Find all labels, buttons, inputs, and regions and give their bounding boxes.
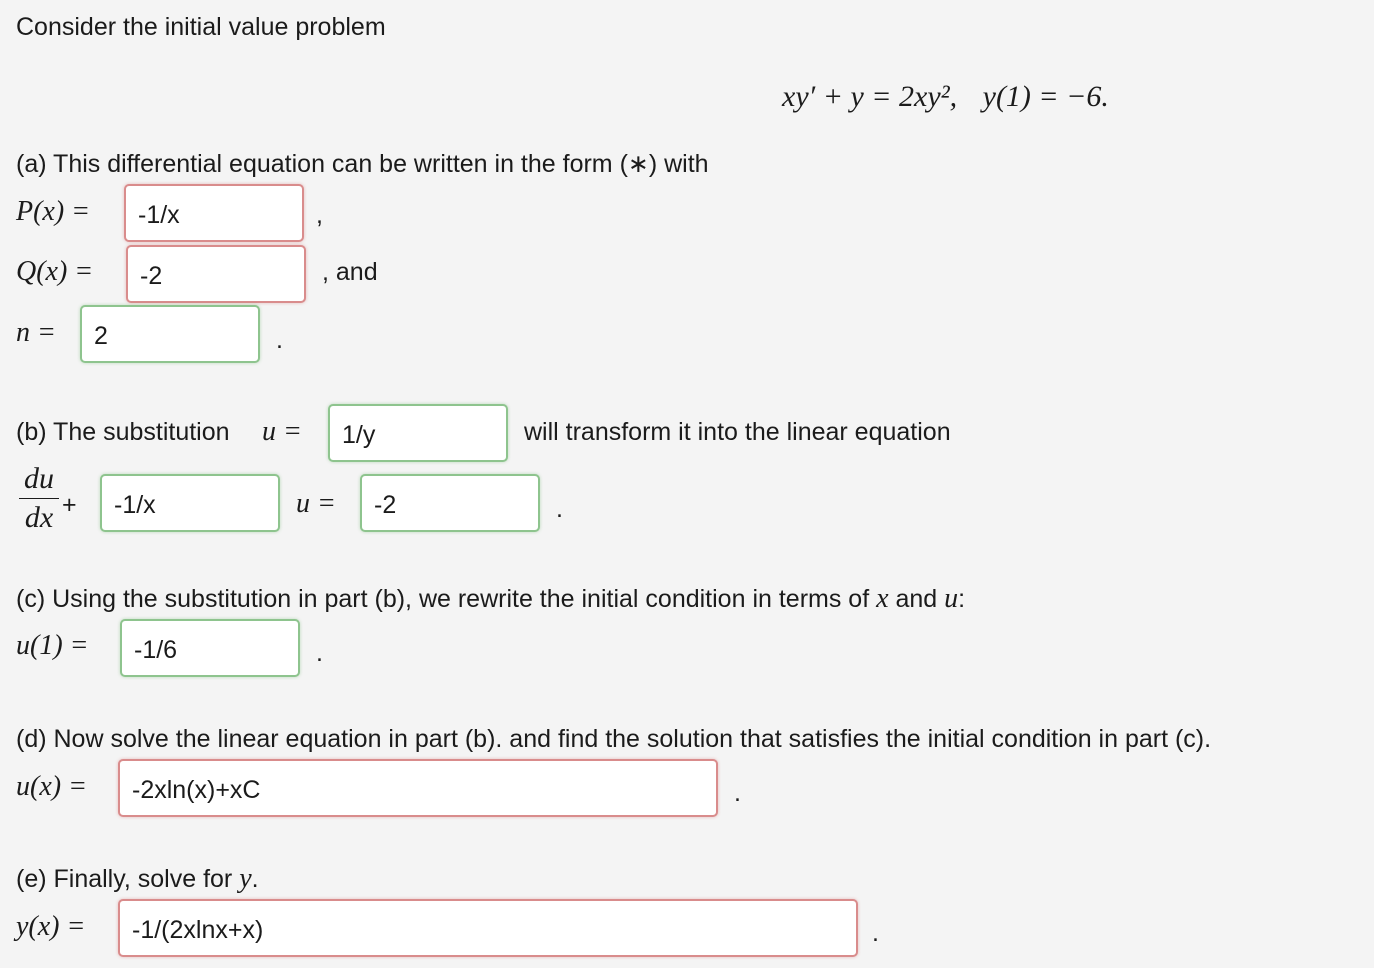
u-eq-label: u = xyxy=(296,488,336,519)
n-label: n = xyxy=(16,317,56,348)
part-c-period: . xyxy=(316,639,323,667)
part-a-text: (a) This differential equation can be written in the form (∗) with xyxy=(16,150,709,178)
part-d-period: . xyxy=(734,779,741,807)
q-and-text: , and xyxy=(322,258,378,286)
var-y: y xyxy=(239,863,252,894)
main-equation-initial-condition: y(1) = −6. xyxy=(982,80,1109,113)
main-equation-lhs: xy′ + y = 2xy², xyxy=(782,80,965,113)
part-c-and: and xyxy=(895,585,938,613)
part-e-dot: . xyxy=(251,865,259,893)
n-period: . xyxy=(276,326,283,354)
p-label: P(x) = xyxy=(16,196,91,227)
yx-label: y(x) = xyxy=(16,911,86,942)
n-input[interactable]: 2 xyxy=(80,305,260,363)
rhs-input[interactable]: -2 xyxy=(360,474,540,532)
part-c-text-before: (c) Using the substitution in part (b), we rewrite the initial condition in terms of xyxy=(16,585,870,613)
part-c-text xyxy=(16,584,965,614)
q-input[interactable]: -2 xyxy=(126,245,306,303)
part-d-text: (d) Now solve the linear equation in part (b). and find the solution that satisfies the initial condition in part (c). xyxy=(16,725,1212,753)
q-label: Q(x) = xyxy=(16,256,94,287)
u-sub-label: u = xyxy=(262,416,302,447)
var-u: u xyxy=(944,583,959,614)
ux-label: u(x) = xyxy=(16,771,87,802)
u1-label: u(1) = xyxy=(16,630,89,661)
part-e-text-before: (e) Finally, solve for xyxy=(16,865,233,893)
p-input[interactable]: -1/x xyxy=(124,184,304,242)
plus-sign: + xyxy=(62,491,77,519)
part-b-after-text: will transform it into the linear equation xyxy=(524,418,951,446)
yx-input[interactable]: -1/(2xlnx+x) xyxy=(118,899,858,957)
ux-input[interactable]: -2xln(x)+xC xyxy=(118,759,718,817)
u-sub-input[interactable]: 1/y xyxy=(328,404,508,462)
u1-input[interactable]: -1/6 xyxy=(120,619,300,677)
part-e-period: . xyxy=(872,919,879,947)
part-b-period: . xyxy=(556,495,563,523)
fraction-numerator: du xyxy=(24,462,54,495)
problem-intro: Consider the initial value problem xyxy=(16,13,386,41)
part-c-colon: : xyxy=(958,585,966,613)
fraction-denominator: dx xyxy=(24,501,54,534)
p-comma: , xyxy=(316,201,323,229)
part-e-text xyxy=(16,864,259,894)
coefficient-input[interactable]: -1/x xyxy=(100,474,280,532)
var-x: x xyxy=(876,583,889,614)
main-equation xyxy=(782,80,1109,114)
du-dx-fraction xyxy=(19,462,59,535)
part-b-text: (b) The substitution xyxy=(16,418,230,446)
fraction-bar xyxy=(19,498,59,499)
